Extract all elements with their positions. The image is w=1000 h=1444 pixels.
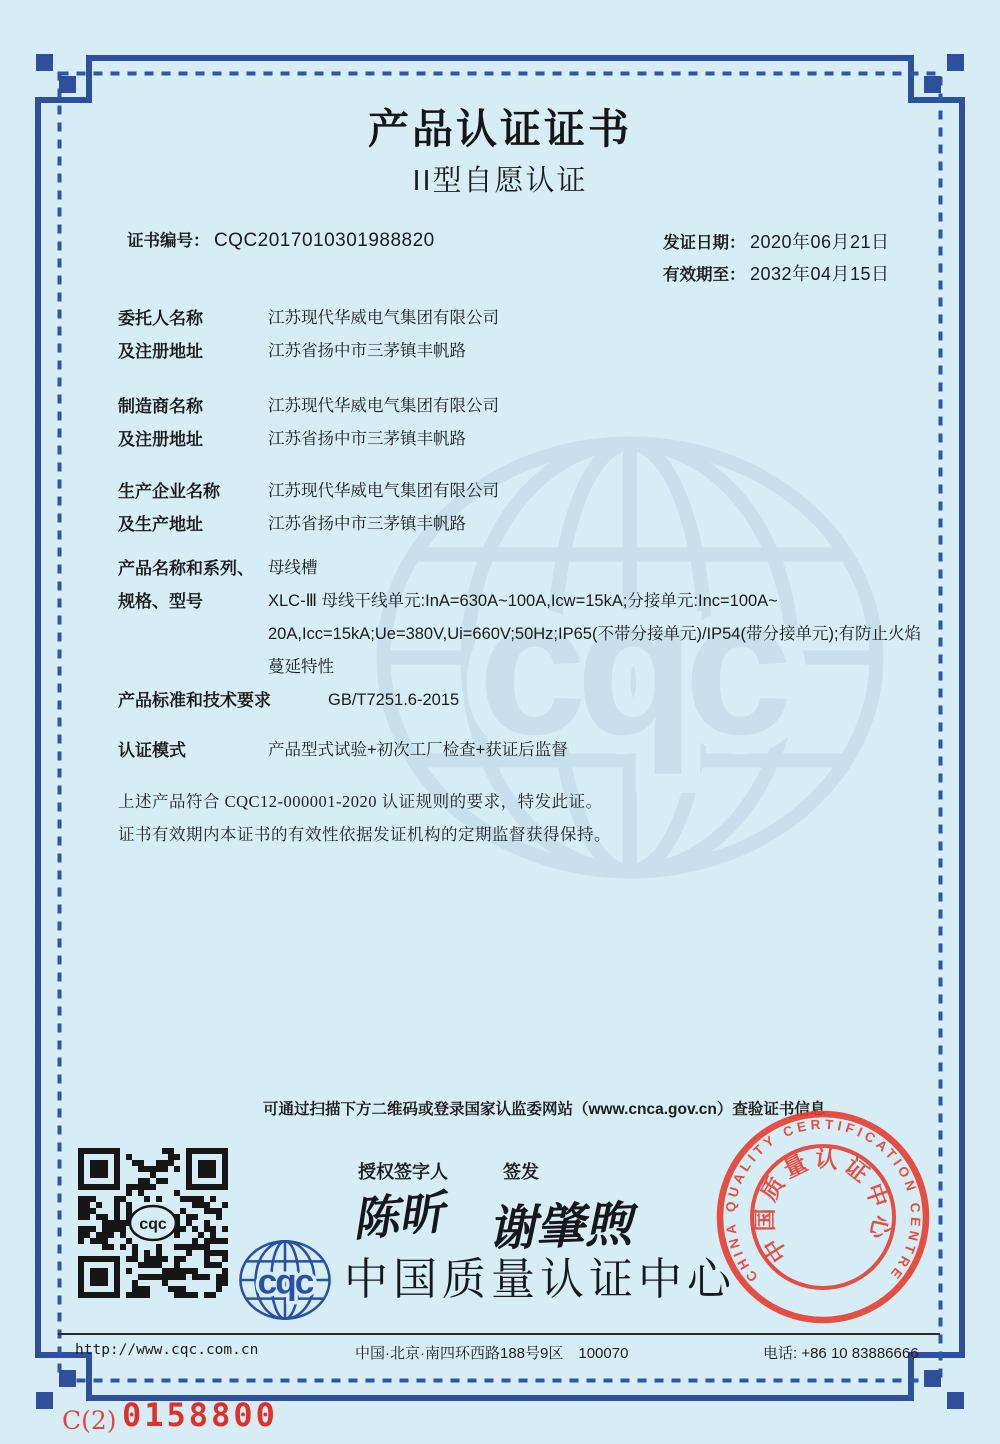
product-label-line2: 规格、型号 — [118, 592, 203, 611]
page-subtitle: II型自愿认证 — [412, 165, 588, 197]
factory-row — [118, 475, 499, 541]
standard-value: GB/T7251.6-2015 — [328, 691, 460, 709]
issuer-signature: 谢肇煦 — [487, 1196, 634, 1258]
manufacturer-name-value: 江苏现代华威电气集团有限公司 — [268, 397, 499, 415]
applicant-name-value: 江苏现代华威电气集团有限公司 — [268, 309, 499, 327]
applicant-name-label: 委托人名称 — [118, 309, 203, 328]
qr-verification-note: 可通过扫描下方二维码或登录国家认监委网站（www.cnca.gov.cn）查验证书信息 — [263, 1101, 826, 1118]
product-line-3: 20A,Icc=15kA;Ue=380V,Ui=660V;50Hz;IP65(不带分接单元)/IP54(带分接单元);有防止火焰 — [268, 625, 922, 643]
seal-ring-text: CHINA QUALITY CERTIFICATION CENTRE — [722, 1116, 924, 1285]
certification-mode-value: 产品型式试验+初次工厂检查+获证后监督 — [268, 741, 568, 759]
serial-prefix: C(2) — [62, 1406, 117, 1435]
official-seal — [710, 1104, 936, 1330]
certification-mode-label: 认证模式 — [118, 741, 186, 760]
authorized-signature: 陈昕 — [350, 1185, 447, 1247]
factory-address-value: 江苏省扬中市三茅镇丰帆路 — [268, 515, 466, 533]
footer-url: http://www.cqc.com.cn — [75, 1342, 259, 1358]
footer-phone: 电话: +86 10 83886666 — [763, 1345, 919, 1362]
svg-text:cqc: cqc — [139, 1216, 167, 1233]
product-line-1: 母线槽 — [268, 559, 318, 577]
seal-center-text: 中国质量认证中心 — [751, 1145, 896, 1268]
certificate-number-label: 证书编号： — [127, 231, 210, 250]
applicant-address-value: 江苏省扬中市三茅镇丰帆路 — [268, 342, 466, 360]
serial-number: 0158800 — [122, 1396, 278, 1434]
product-line-2: XLC-Ⅲ 母线干线单元:InA=630A~100A,Icw=15kA;分接单元:Inc=100A~ — [268, 592, 778, 610]
footer-divider — [58, 1333, 940, 1335]
certificate-number-row — [127, 227, 435, 252]
manufacturer-row — [118, 390, 499, 456]
standard-label: 产品标准和技术要求 — [118, 691, 271, 710]
footer-address: 中国·北京·南四环西路188号9区 100070 — [355, 1345, 629, 1362]
factory-name-value: 江苏现代华威电气集团有限公司 — [268, 482, 499, 500]
certification-mode-row — [118, 734, 568, 767]
issue-date-value: 2020年06月21日 — [749, 232, 890, 252]
product-line-4: 蔓延特性 — [268, 658, 334, 676]
applicant-row — [118, 302, 499, 368]
statement-line-1: 上述产品符合 CQC12-000001-2020 认证规则的要求，特发此证。 — [118, 792, 603, 811]
date-block — [663, 227, 890, 291]
product-spec-row — [118, 552, 968, 684]
valid-date-label: 有效期至： — [663, 265, 746, 284]
valid-date-value: 2032年04月15日 — [749, 264, 890, 284]
organization-name: 中国质量认证中心 — [344, 1255, 736, 1304]
product-label-line1: 产品名称和系列、 — [118, 559, 254, 578]
manufacturer-address-label: 及注册地址 — [118, 430, 203, 449]
manufacturer-name-label: 制造商名称 — [118, 397, 203, 416]
certificate-number-value: CQC2017010301988820 — [213, 230, 435, 251]
factory-name-label: 生产企业名称 — [118, 482, 220, 501]
qr-code — [78, 1148, 228, 1303]
statement-line-2: 证书有效期内本证书的有效性依据发证机构的定期监督获得保持。 — [118, 825, 611, 844]
authorized-signer-label: 授权签字人 — [358, 1162, 448, 1182]
manufacturer-address-value: 江苏省扬中市三茅镇丰帆路 — [268, 430, 466, 448]
standard-row — [118, 684, 459, 717]
issue-date-label: 发证日期： — [663, 233, 746, 252]
cqc-globe-icon — [238, 1238, 332, 1322]
valid-date-row — [663, 259, 890, 291]
issuer-label: 签发 — [503, 1162, 539, 1182]
page-title: 产品认证证书 — [368, 106, 632, 152]
factory-address-label: 及生产地址 — [118, 515, 203, 534]
applicant-address-label: 及注册地址 — [118, 342, 203, 361]
issue-date-row — [663, 227, 890, 259]
